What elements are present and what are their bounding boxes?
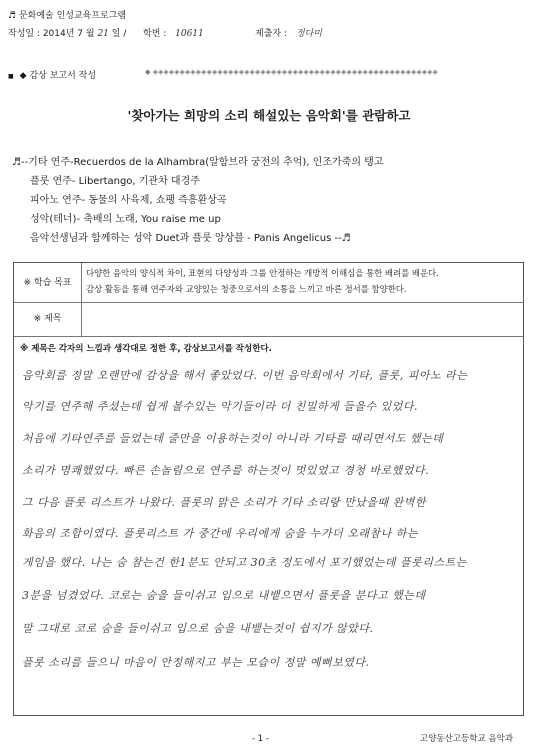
handwritten-line: 음악회를 정말 오랜만에 감상을 해서 좋았었다. 이번 음악회에서 기타, 플룻, 피아노 라는 (22, 369, 468, 382)
date-suffix: 일 / (111, 29, 127, 39)
author-label: 제출자 : (255, 29, 287, 39)
handwritten-line: 플룻 소리를 들으니 마음이 안정해지고 부는 모습이 정말 예뻐보였다. (22, 656, 370, 669)
page-number: - 1 - (252, 734, 269, 744)
date-day: 21 (97, 29, 109, 39)
handwritten-line: 그 다음 플룻 리스트가 나왔다. 플룻의 맑은 소리가 기타 소리랑 만났을때 완벽한 (22, 496, 426, 509)
date-label: 작성일 : 2014년 7 월 (8, 29, 95, 39)
program-category: ♬ 문화예술 인성교육프로그램 (8, 11, 127, 21)
school-name: 고양동산고등학교 음악과 (420, 734, 514, 744)
row-divider (14, 336, 523, 337)
program-line: ♬--기타 연주-Recuerdos de la Alhambra(알함브라 궁전의 추억), 인조가죽의 탱고 (12, 157, 384, 168)
row-divider (14, 302, 523, 303)
handwritten-line: 악기를 연주해 주셨는데 쉽게 볼수있는 악기들이라 더 친밀하게 들을수 있었다. (22, 400, 418, 413)
header-divider: ◆ ◈◈◈◈◈◈◈◈◈◈◈◈◈◈◈◈◈◈◈◈◈◈◈◈◈◈◈◈◈◈◈◈◈◈◈◈◈◈◈◈◈◈◈◈◈◈◈◈◈◈◈◈◈ (145, 68, 438, 76)
goal-line: 다양한 음악의 양식적 차이, 표현의 다양성과 그룹 안정하는 개방적 이해심을 통한 배려를 배운다. (86, 268, 439, 278)
report-form (13, 262, 524, 716)
label-divider (81, 263, 82, 336)
report-type: ■ ◆ 감상 보고서 작성 (8, 71, 97, 81)
instruction: ※ 제목은 각자의 느낌과 생각대로 정한 후, 감상보고서를 작성한다. (20, 344, 272, 354)
program-line: 성악(테너)- 축배의 노래, You raise me up (30, 214, 221, 225)
student-id (143, 26, 204, 39)
handwritten-line: 처음에 기타연주를 들었는데 줄만을 이용하는것이 아니라 기타를 때리면서도 했는데 (22, 432, 444, 445)
subject-label: ※ 제목 (33, 314, 62, 324)
goal-line: 감상 활동을 통해 연주자와 교양있는 청중으로서의 소통을 느끼고 바른 정서를 함양한다. (86, 284, 407, 294)
program-line: 음악선생님과 함께하는 성악 Duet과 플룻 앙상블 - Panis Angelicus --♬ (30, 233, 351, 244)
goal-label: ※ 학습 목표 (23, 278, 72, 288)
student-id-value: 10611 (175, 29, 204, 39)
handwritten-line: 3분을 넘겼었다. 코로는 숨을 들이쉬고 입으로 내뱉으면서 플룻을 분다고 했는데 (22, 589, 426, 602)
handwritten-line: 소리가 명쾌했었다. 빠른 손놀림으로 연주를 하는것이 멋있었고 경청 바로했었다. (22, 464, 430, 477)
program-line: 플룻 연주- Libertango, 기관차 대경주 (30, 176, 200, 187)
author (255, 26, 322, 39)
concert-title: '찾아가는 희망의 소리 해설있는 음악회'를 관람하고 (127, 108, 411, 123)
date-line (8, 26, 126, 39)
author-value: 정다미 (295, 29, 322, 39)
bullet-icon: ■ (8, 73, 14, 80)
handwritten-line: 화음의 조합이였다. 플룻리스트 가 중간에 우리에게 숨을 누가더 오래참나 하는 (22, 527, 418, 540)
handwritten-line: 말 그대로 코로 숨을 들이쉬고 입으로 숨을 내뱉는것이 쉽지가 않았다. (22, 622, 374, 635)
program-line: 피아노 연주- 동물의 사육제, 쇼팽 즉흥환상곡 (30, 195, 227, 206)
handwritten-line: 게임을 했다. 나는 숨 참는건 한1분도 안되고 30초 정도에서 포기했었는데 플룻리스트는 (22, 556, 467, 569)
student-id-label: 학번 : (143, 29, 167, 39)
